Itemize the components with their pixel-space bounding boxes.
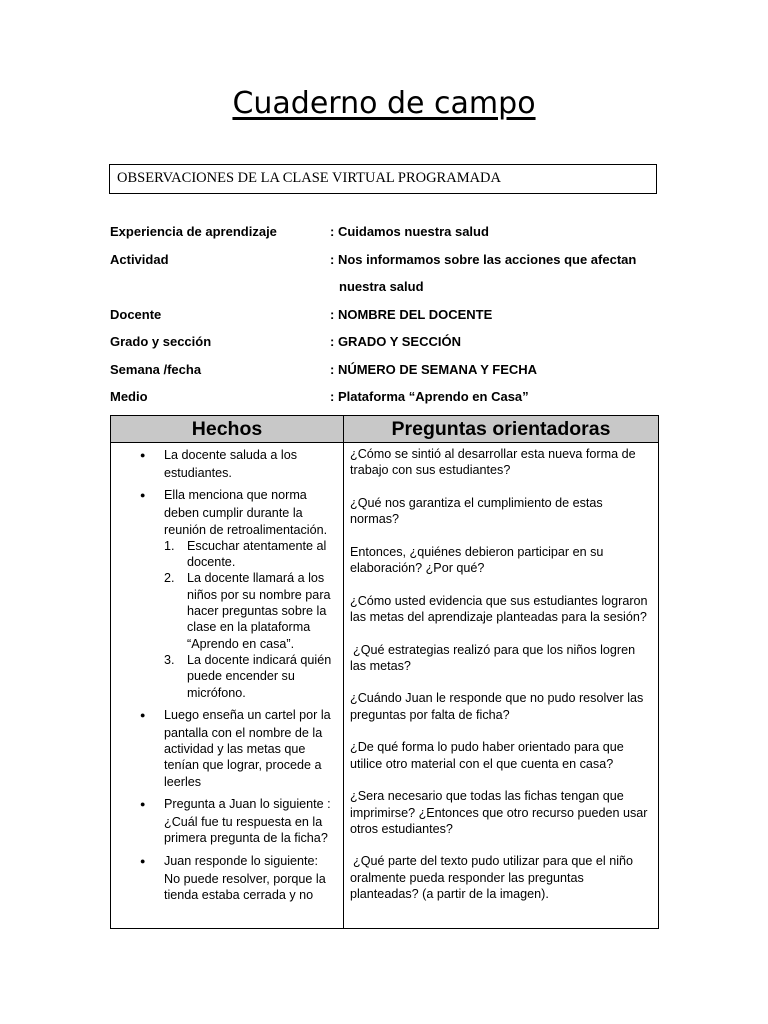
list-item: [117, 486, 337, 701]
guiding-question: ¿Qué parte del texto pudo utilizar para que el niño oralmente pueda responder las preguntas planteadas? (a partir de la imagen).: [350, 854, 634, 902]
info-label: Medio: [110, 389, 148, 404]
fact-text: No puede resolver, porque la tienda estaba cerrada y no: [164, 871, 326, 902]
fact-text: ¿Cuál fue tu respuesta en la primera pregunta de la ficha?: [164, 815, 328, 846]
guiding-question: ¿Cómo usted evidencia que sus estudiantes lograron las metas del aprendizaje planteadas para la sesión?: [350, 593, 648, 624]
fact-text: deben cumplir durante la reunión de retroalimentación.: [164, 506, 328, 537]
norm-text: La docente indicará quién puede encender su micrófono.: [187, 652, 332, 700]
fact-text: ● La docente saluda a los: [164, 448, 298, 462]
info-value-line1: : Nos informamos sobre las acciones que afectan: [330, 251, 637, 267]
info-section: [110, 218, 670, 411]
fact-text: ● Luego enseña un cartel por la: [164, 707, 331, 722]
facts-cell: [111, 443, 344, 929]
list-item: [164, 538, 337, 571]
norm-text: La docente llamará a los niños por su nombre para hacer preguntas sobre la clase en la plataforma “Aprendo en casa”.: [187, 571, 331, 651]
guiding-question: ¿De qué forma lo pudo haber orientado para que utilice otro material con el que cuenta en casa?: [350, 740, 624, 771]
item-number: 1.: [164, 538, 175, 553]
item-number: 2.: [164, 571, 175, 586]
info-value: : NÚMERO DE SEMANA Y FECHA: [330, 361, 538, 377]
guiding-question: ¿Qué nos garantiza el cumplimiento de estas normas?: [350, 495, 603, 527]
info-value-line2: nuestra salud: [339, 278, 424, 294]
list-item: [117, 446, 337, 481]
guiding-question: ¿Qué estrategias realizó para que los niños logren las metas?: [350, 642, 636, 673]
fact-text: ● Juan responde lo siguiente:: [164, 853, 319, 868]
norms-list: [164, 538, 337, 701]
info-row-grado: [110, 328, 670, 356]
list-item: [164, 652, 337, 701]
info-row-semana: [110, 356, 670, 384]
fact-text: estudiantes.: [164, 466, 232, 480]
fact-text: ● Pregunta a Juan lo siguiente :: [164, 797, 331, 812]
fact-text: pantalla con el nombre de la actividad y las metas que tenían que lograr, procede a leerles: [164, 725, 323, 789]
fact-text: ● Ella menciona que norma: [164, 488, 307, 503]
info-row-experiencia: [110, 218, 670, 246]
header-hechos: Hechos: [111, 416, 344, 443]
info-row-medio: [110, 383, 670, 411]
info-row-docente: [110, 301, 670, 329]
info-value: : NOMBRE DEL DOCENTE: [330, 306, 493, 322]
guiding-question: Entonces, ¿quiénes debieron participar en su elaboración? ¿Por qué?: [350, 544, 604, 576]
list-item: [117, 795, 337, 847]
info-row-actividad: [110, 246, 670, 301]
guiding-question: ¿Cómo se sintió al desarrollar esta nueva forma de trabajo con sus estudiantes?: [350, 447, 636, 478]
info-value: [330, 246, 670, 300]
observation-table: [110, 415, 659, 929]
info-value: : Plataforma “Aprendo en Casa”: [330, 389, 529, 404]
table-header-row: [111, 416, 659, 443]
list-item: [164, 570, 337, 651]
header-preguntas: Preguntas orientadoras: [344, 416, 659, 443]
info-value: : Cuidamos nuestra salud: [330, 224, 489, 239]
item-number: 3.: [164, 652, 175, 667]
page-title: Cuaderno de campo: [232, 86, 536, 121]
guiding-question: ¿Sera necesario que todas las fichas tengan que imprimirse? ¿Entonces que otro recurso pueden usar otros estudiantes?: [350, 789, 648, 836]
norm-text: Escuchar atentamente al docente.: [187, 538, 327, 570]
info-label: Docente: [110, 306, 162, 322]
info-label: Actividad: [110, 251, 169, 267]
list-item: [117, 706, 337, 790]
info-label: Experiencia de aprendizaje: [110, 224, 277, 239]
guiding-question: ¿Cuándo Juan le responde que no pudo resolver las preguntas por falta de ficha?: [350, 691, 644, 722]
facts-list: [117, 446, 337, 903]
info-label: Grado y sección: [110, 334, 212, 349]
info-label: Semana /fecha: [110, 361, 202, 377]
observation-header-box: OBSERVACIONES DE LA CLASE VIRTUAL PROGRAMADA: [109, 164, 657, 194]
table-row: [111, 443, 659, 929]
questions-cell: [344, 443, 659, 929]
list-item: [117, 852, 337, 904]
info-value: : GRADO Y SECCIÓN: [330, 334, 461, 349]
